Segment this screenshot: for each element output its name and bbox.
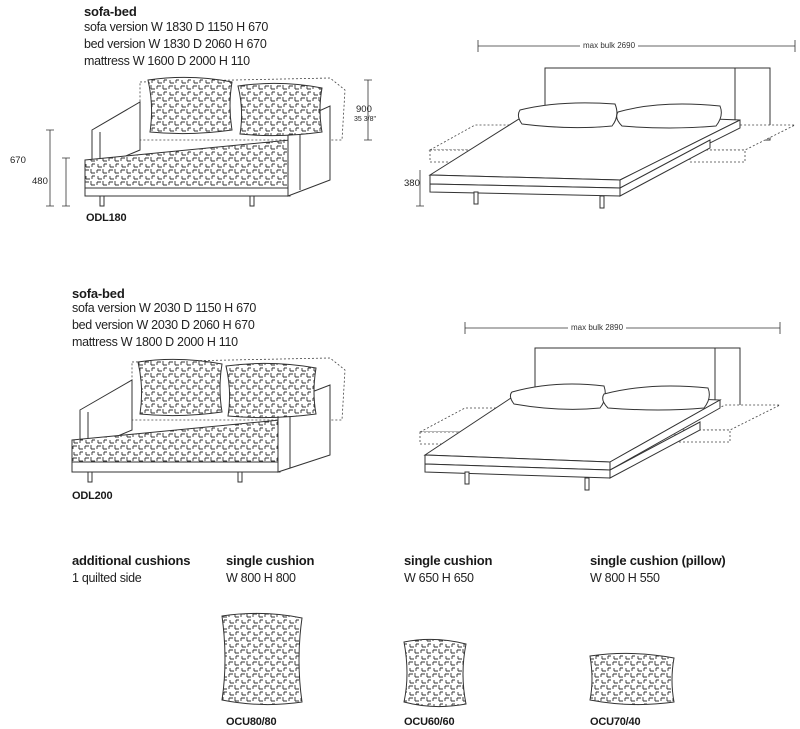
- odl180-specs: [84, 19, 268, 70]
- odl180-spec-bed: bed version W 1830 D 2060 H 670: [84, 37, 267, 51]
- cushion-2-title: single cushion: [404, 553, 493, 568]
- odl180-spec-mattress: mattress W 1600 D 2000 H 110: [84, 54, 250, 68]
- dim-380: 380: [404, 178, 420, 189]
- dim-900: 900: [356, 104, 372, 115]
- odl180-model: ODL180: [86, 212, 127, 224]
- cushion-3-dims: W 800 H 550: [590, 571, 660, 585]
- cushion-1-title: single cushion: [226, 553, 315, 568]
- odl200-max-bulk: max bulk 2890: [568, 323, 626, 332]
- additional-cushions-sub: 1 quilted side: [72, 571, 142, 585]
- dim-670: 670: [10, 155, 26, 166]
- odl180-bed-drawing: [416, 40, 795, 208]
- odl200-spec-mattress: mattress W 1800 D 2000 H 110: [72, 335, 238, 349]
- odl200-bed-drawing: [420, 322, 780, 490]
- cushion-3-model: OCU70/40: [590, 716, 641, 728]
- cushion-ocu80-drawing: [222, 613, 302, 704]
- odl200-spec-bed: bed version W 2030 D 2060 H 670: [72, 318, 255, 332]
- cushion-3-title: single cushion (pillow): [590, 553, 726, 568]
- cushion-ocu60-drawing: [404, 639, 466, 706]
- cushion-ocu70-drawing: [590, 653, 674, 704]
- odl200-spec-sofa: sofa version W 2030 D 1150 H 670: [72, 301, 257, 315]
- odl200-title: sofa-bed: [72, 286, 125, 301]
- cushion-1-model: OCU80/80: [226, 716, 277, 728]
- odl200-model: ODL200: [72, 490, 113, 502]
- odl200-specs: [72, 300, 256, 351]
- additional-cushions-title: additional cushions: [72, 553, 191, 568]
- odl180-title: sofa-bed: [84, 4, 137, 19]
- dim-480: 480: [32, 176, 48, 187]
- odl180-max-bulk: max bulk 2690: [580, 41, 638, 50]
- dim-900-inches: 35 3/8": [354, 116, 376, 123]
- cushion-2-dims: W 650 H 650: [404, 571, 474, 585]
- odl200-sofa-drawing: [72, 358, 345, 482]
- cushion-1-dims: W 800 H 800: [226, 571, 296, 585]
- odl180-spec-sofa: sofa version W 1830 D 1150 H 670: [84, 20, 269, 34]
- cushion-2-model: OCU60/60: [404, 716, 455, 728]
- odl180-sofa-drawing: [46, 77, 372, 206]
